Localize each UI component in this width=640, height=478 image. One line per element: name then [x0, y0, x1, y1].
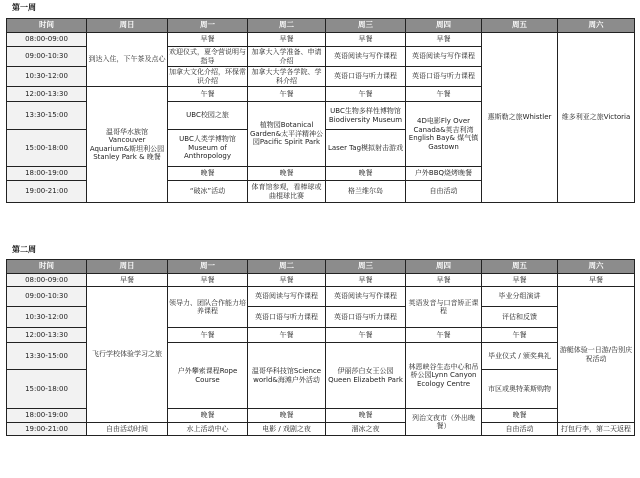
dinner-cell: 晚餐: [326, 409, 406, 423]
activity-cell: 英语阅读与写作课程: [248, 287, 326, 307]
lunch-cell: 午餐: [482, 328, 558, 343]
breakfast-cell: 早餐: [248, 274, 326, 287]
friday-trip-cell: 惠斯勒之旅Whistler: [482, 33, 558, 203]
dinner-cell: 晚餐: [168, 409, 248, 423]
breakfast-cell: 早餐: [326, 274, 406, 287]
activity-cell: 市区或奥特莱斯购物: [482, 370, 558, 409]
activity-cell: 4D电影Fly Over Canada&英吉利湾English Bay& 煤气镇Gastown: [406, 102, 482, 167]
activity-cell: 温哥华科技馆Science world&海滩户外活动: [248, 343, 326, 409]
time-cell: 08:00-09:00: [7, 33, 87, 47]
lunch-cell: 午餐: [406, 87, 482, 102]
time-cell: 13:30-15:00: [7, 343, 87, 370]
breakfast-cell: 早餐: [168, 274, 248, 287]
activity-cell: 户外BBQ烧烤晚餐: [406, 167, 482, 181]
breakfast-cell: 早餐: [406, 274, 482, 287]
dinner-cell: 晚餐: [168, 167, 248, 181]
activity-cell: 英语口语与听力课程: [248, 307, 326, 328]
lunch-cell: 午餐: [326, 328, 406, 343]
time-cell: 09:00-10:30: [7, 47, 87, 67]
time-cell: 19:00-21:00: [7, 423, 87, 436]
activity-cell: “破冰”活动: [168, 181, 248, 203]
activity-cell: UBC人类学博物馆Museum of Anthropology: [168, 130, 248, 167]
table-row: [7, 423, 635, 436]
table-row: [7, 33, 635, 47]
activity-cell: 加拿大文化介绍，环保常识介绍: [169, 68, 246, 85]
activity-cell: 自由活动: [482, 423, 558, 436]
lunch-cell: 午餐: [406, 328, 482, 343]
week1-schedule-table: [6, 18, 635, 203]
header-saturday: 周六: [558, 260, 635, 274]
sunday-afternoon-cell: 温哥华水族馆Vancouver Aquarium&斯坦利公园Stanley Park & 晚餐: [87, 87, 168, 203]
table-row: [7, 274, 635, 287]
time-cell: 15:00-18:00: [7, 370, 87, 409]
header-tuesday: 周二: [248, 260, 326, 274]
activity-cell: 加拿大大学各学院、学科介绍: [248, 67, 326, 87]
saturday-yacht-cell: 游艇体验一日游/告别庆祝活动: [558, 287, 635, 423]
time-cell: 19:00-21:00: [7, 181, 87, 203]
activity-cell: UBC校园之旅: [168, 102, 248, 130]
header-wednesday: 周三: [326, 19, 406, 33]
week1-header-row: [7, 19, 635, 33]
header-thursday: 周四: [406, 19, 482, 33]
dinner-cell: 晚餐: [248, 167, 326, 181]
time-cell: 10:30-12:00: [7, 307, 87, 328]
time-cell: 15:00-18:00: [7, 130, 87, 167]
header-thursday: 周四: [406, 260, 482, 274]
activity-cell: 英语阅读与写作课程: [326, 47, 406, 67]
time-cell: 18:00-19:00: [7, 167, 87, 181]
activity-cell: 格兰维尔岛: [326, 181, 406, 203]
activity-cell: 毕业仪式 / 颁奖典礼: [482, 343, 558, 370]
activity-cell: 自由活动时间: [87, 423, 168, 436]
breakfast-cell: 早餐: [168, 33, 248, 47]
time-cell: 08:00-09:00: [7, 274, 87, 287]
lunch-cell: 午餐: [168, 87, 248, 102]
activity-cell: 英语发音与口音矫正课程: [406, 287, 482, 328]
header-sunday: 周日: [87, 19, 168, 33]
header-monday: 周一: [168, 260, 248, 274]
table-row: [7, 287, 635, 307]
header-saturday: 周六: [558, 19, 635, 33]
week2-title: 第二周: [12, 245, 36, 254]
time-cell: 12:00-13:30: [7, 87, 87, 102]
activity-cell: 英语口语与听力课程: [326, 307, 406, 328]
header-wednesday: 周三: [326, 260, 406, 274]
activity-cell: 林恩峡谷生态中心和吊桥公园Lynn Canyon Ecology Centre: [406, 343, 482, 409]
activity-cell: 电影 / 戏剧之夜: [248, 423, 326, 436]
header-sunday: 周日: [87, 260, 168, 274]
activity-cell: 伊丽莎白女王公园Queen Elizabeth Park: [326, 343, 406, 409]
breakfast-cell: 早餐: [558, 274, 635, 287]
header-friday: 周五: [482, 260, 558, 274]
header-tuesday: 周二: [248, 19, 326, 33]
sunday-arrival-cell: 到达入住，下午茶及点心: [87, 33, 168, 87]
time-cell: 09:00-10:30: [7, 287, 87, 307]
time-cell: 18:00-19:00: [7, 409, 87, 423]
time-cell: 10:30-12:00: [7, 67, 87, 87]
breakfast-cell: 早餐: [248, 33, 326, 47]
activity-cell: 毕业分组演讲: [482, 287, 558, 307]
activity-cell: 英语口语与听力课程: [406, 67, 482, 87]
activity-cell: UBC生物多样性博物馆Biodiversity Museum: [326, 102, 406, 130]
breakfast-cell: 早餐: [406, 33, 482, 47]
activity-cell: 评估和反馈: [482, 307, 558, 328]
time-cell: 12:00-13:30: [7, 328, 87, 343]
saturday-trip-cell: 维多利亚之旅Victoria: [558, 33, 635, 203]
activity-cell: 英语阅读与写作课程: [406, 47, 482, 67]
header-time: 时间: [7, 260, 87, 274]
activity-cell: 打包行李，第二天返程: [558, 423, 635, 436]
header-monday: 周一: [168, 19, 248, 33]
lunch-cell: 午餐: [248, 328, 326, 343]
sunday-flight-school-cell: 飞行学校体验学习之旅: [87, 287, 168, 423]
activity-cell: 英语口语与听力课程: [326, 67, 406, 87]
activity-cell: 欢迎仪式，夏令营说明与指导: [169, 48, 246, 65]
lunch-cell: 午餐: [168, 328, 248, 343]
week1-title: 第一周: [12, 3, 36, 12]
time-cell: 13:30-15:00: [7, 102, 87, 130]
activity-cell: 自由活动: [406, 181, 482, 203]
dinner-cell: 晚餐: [326, 167, 406, 181]
dinner-cell: 晚餐: [248, 409, 326, 423]
breakfast-cell: 早餐: [87, 274, 168, 287]
activity-cell: 加拿大入学准备、申请介绍: [248, 47, 326, 67]
activity-cell: 列治文夜市（外出晚餐）: [406, 409, 482, 436]
activity-cell: 水上活动中心: [168, 423, 248, 436]
week2-header-row: [7, 260, 635, 274]
breakfast-cell: 早餐: [482, 274, 558, 287]
activity-cell: Laser Tag模拟射击游戏: [326, 130, 406, 167]
header-friday: 周五: [482, 19, 558, 33]
activity-cell: 植物园Botanical Garden&太平洋精神公园Pacific Spirit Park: [248, 102, 326, 167]
activity-cell: 户外攀索课程Rope Course: [168, 343, 248, 409]
breakfast-cell: 早餐: [326, 33, 406, 47]
activity-cell: 领导力、团队合作能力培养课程: [168, 287, 248, 328]
activity-cell: 体育馆参观，看棒球或曲棍球比赛: [248, 181, 326, 203]
week2-schedule-table: [6, 259, 635, 436]
header-time: 时间: [7, 19, 87, 33]
activity-cell: 英语阅读与写作课程: [326, 287, 406, 307]
activity-cell: 溜冰之夜: [326, 423, 406, 436]
dinner-cell: 晚餐: [482, 409, 558, 423]
lunch-cell: 午餐: [248, 87, 326, 102]
lunch-cell: 午餐: [326, 87, 406, 102]
